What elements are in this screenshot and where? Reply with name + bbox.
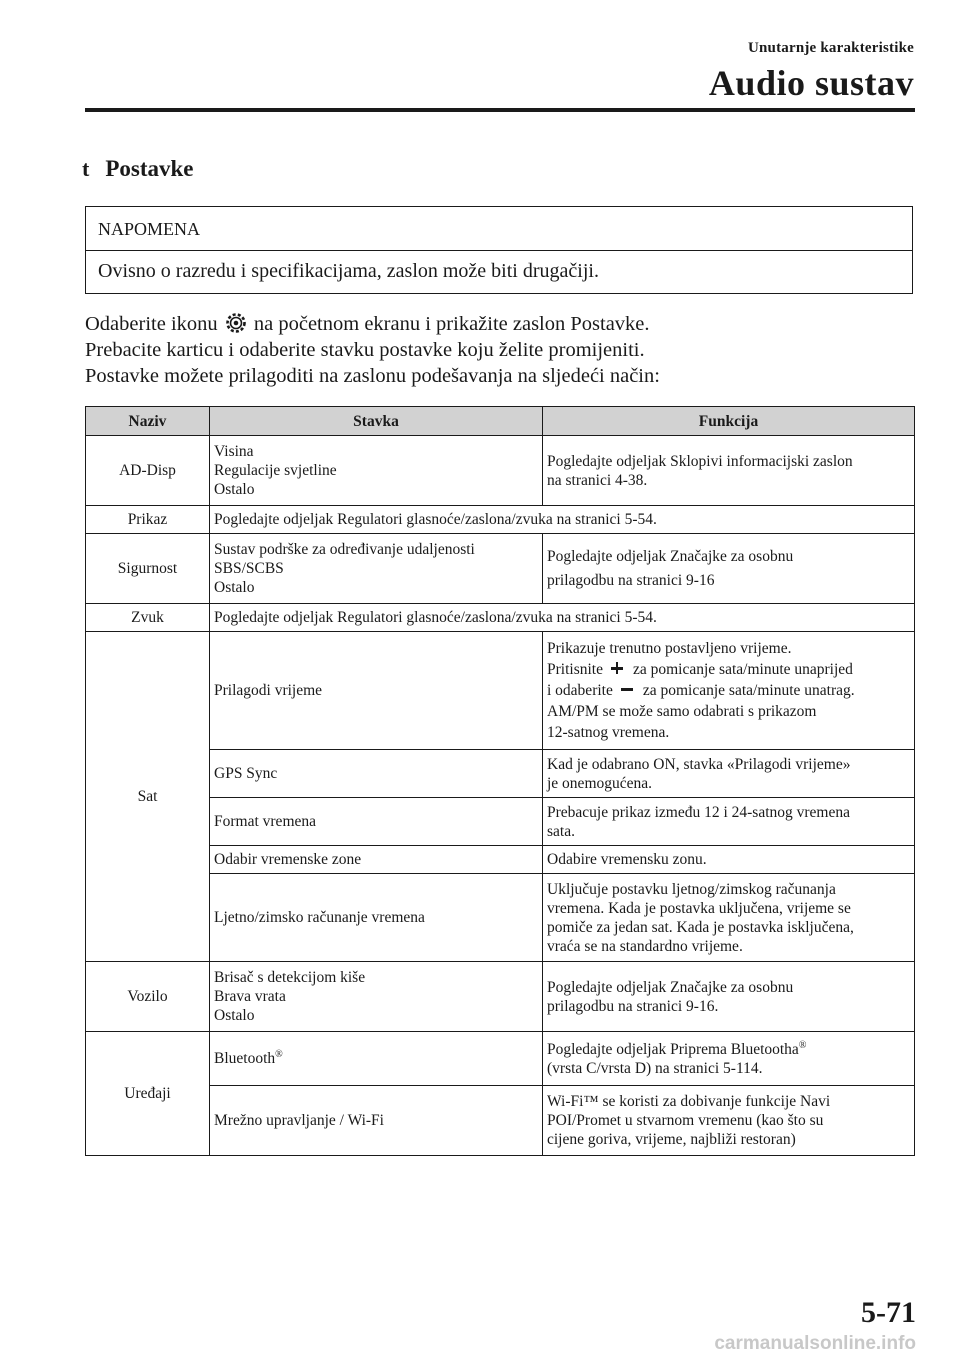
- table-row: [86, 1086, 915, 1156]
- section-title-text: Postavke: [105, 156, 194, 181]
- function-line: Wi-Fi™ se koristi za dobivanje funkcije Navi: [547, 1093, 831, 1110]
- row-item: Prilagodi vrijeme: [210, 632, 543, 750]
- function-text: Pogledajte odjeljak Priprema Bluetootha: [547, 1040, 799, 1058]
- table-row: [86, 534, 915, 604]
- col-header-name: Naziv: [86, 407, 210, 436]
- item-line: SBS/SCBS: [214, 560, 284, 577]
- note-label: NAPOMENA: [86, 207, 912, 251]
- header-rule: [85, 108, 915, 112]
- function-line: cijene goriva, vrijeme, najbliži restoran): [547, 1131, 796, 1148]
- function-line: pomiče za jedan sat. Kada je postavka isključena,: [547, 918, 854, 936]
- intro-line-3: Postavke možete prilagoditi na zaslonu podešavanja na sljedeći način:: [85, 365, 660, 387]
- registered-mark: ®: [798, 1039, 807, 1051]
- function-line: [547, 659, 910, 680]
- table-row: [86, 436, 915, 506]
- row-function: [543, 1032, 915, 1086]
- function-line: je onemogućena.: [547, 774, 653, 792]
- settings-gear-icon: [226, 313, 246, 333]
- function-line: vraća se na standardno vrijeme.: [547, 937, 743, 955]
- function-line: [547, 680, 910, 701]
- row-function: [543, 750, 915, 798]
- item-line: Brisač s detekcijom kiše: [214, 969, 366, 986]
- table-row: [86, 750, 915, 798]
- function-line: 12-satnog vremena.: [547, 724, 670, 741]
- intro-text: [85, 311, 660, 389]
- row-function: [543, 874, 915, 962]
- row-item: [210, 1032, 543, 1086]
- function-line: (vrsta C/vrsta D) na stranici 5-114.: [547, 1059, 763, 1077]
- row-items: [210, 534, 543, 604]
- row-function: [543, 798, 915, 846]
- table-row: [86, 1032, 915, 1086]
- row-name: Uređaji: [86, 1032, 210, 1156]
- row-merged-function: Pogledajte odjeljak Regulatori glasnoće/zaslona/zvuka na stranici 5-54.: [210, 506, 915, 534]
- intro-line-1: [85, 311, 660, 337]
- row-item: Odabir vremenske zone: [210, 846, 543, 874]
- table-row: [86, 632, 915, 750]
- note-box: [85, 206, 913, 294]
- function-line: Prikazuje trenutno postavljeno vrijeme.: [547, 640, 792, 657]
- col-header-function: Funkcija: [543, 407, 915, 436]
- section-title: [82, 156, 194, 182]
- item-line: Brava vrata: [214, 988, 286, 1005]
- watermark: carmanualsonline.info: [714, 1333, 916, 1354]
- intro-line-1a: Odaberite ikonu: [85, 313, 218, 335]
- item-line: Regulacije svjetline: [214, 462, 337, 479]
- row-item: GPS Sync: [210, 750, 543, 798]
- function-line: na stranici 4-38.: [547, 471, 648, 489]
- minus-icon: [621, 683, 633, 695]
- function-line: Pogledajte odjeljak Sklopivi informacijski zaslon: [547, 452, 853, 470]
- registered-mark: ®: [275, 1048, 283, 1060]
- settings-table: [85, 406, 915, 1156]
- function-line: Pogledajte odjeljak Značajke za osobnu: [547, 547, 794, 565]
- intro-line-1b: na početnom ekranu i prikažite zaslon Postavke.: [253, 313, 650, 335]
- function-text: Pritisnite: [547, 661, 603, 678]
- function-line: Prebacuje prikaz između 12 i 24-satnog vremena: [547, 803, 850, 821]
- row-name: Prikaz: [86, 506, 210, 534]
- row-function: [543, 962, 915, 1032]
- chapter-title: Audio sustav: [708, 63, 914, 103]
- function-line: Kad je odabrano ON, stavka «Prilagodi vrijeme»: [547, 755, 851, 773]
- col-header-item: Stavka: [210, 407, 543, 436]
- item-text: Bluetooth: [214, 1050, 276, 1067]
- row-name: Vozilo: [86, 962, 210, 1032]
- bullet-icon: t: [82, 156, 90, 181]
- section-header: Unutarnje karakteristike: [747, 40, 914, 56]
- table-row: [86, 874, 915, 962]
- intro-line-2: Prebacite karticu i odaberite stavku postavke koju želite promijeniti.: [85, 339, 645, 361]
- row-name: Sat: [86, 632, 210, 962]
- note-text: Ovisno o razredu i specifikacijama, zaslon može biti drugačiji.: [98, 260, 599, 282]
- function-line: vremena. Kada je postavka uključena, vrijeme se: [547, 899, 851, 917]
- row-name: Zvuk: [86, 604, 210, 632]
- row-function: [543, 632, 915, 750]
- row-function: [543, 534, 915, 604]
- table-row: [86, 962, 915, 1032]
- function-text: za pomicanje sata/minute unatrag.: [642, 682, 855, 699]
- row-name: AD-Disp: [86, 436, 210, 506]
- row-item: Ljetno/zimsko računanje vremena: [210, 874, 543, 962]
- row-function: Odabire vremensku zonu.: [543, 846, 915, 874]
- page-number: 5-71: [861, 1296, 916, 1329]
- table-header-row: [86, 407, 915, 436]
- function-text: i odaberite: [547, 682, 613, 699]
- row-function: [543, 436, 915, 506]
- table-row: [86, 798, 915, 846]
- row-items: [210, 436, 543, 506]
- row-name: Sigurnost: [86, 534, 210, 604]
- function-line: POI/Promet u stvarnom vremenu (kao što su: [547, 1112, 824, 1129]
- plus-icon: [611, 662, 623, 674]
- row-merged-function: Pogledajte odjeljak Regulatori glasnoće/zaslona/zvuka na stranici 5-54.: [210, 604, 915, 632]
- function-line: Pogledajte odjeljak Značajke za osobnu: [547, 978, 794, 996]
- item-line: Sustav podrške za određivanje udaljenosti: [214, 541, 475, 558]
- row-item: Mrežno upravljanje / Wi-Fi: [210, 1086, 543, 1156]
- table-row: [86, 506, 915, 534]
- item-line: Visina: [214, 443, 254, 460]
- row-item: Format vremena: [210, 798, 543, 846]
- item-line: Ostalo: [214, 1007, 255, 1024]
- row-function: [543, 1086, 915, 1156]
- function-line: prilagodbu na stranici 9-16: [547, 571, 715, 589]
- function-line: [547, 1040, 910, 1059]
- table-row: [86, 604, 915, 632]
- function-line: AM/PM se može samo odabrati s prikazom: [547, 703, 817, 720]
- function-line: sata.: [547, 822, 575, 840]
- function-text: za pomicanje sata/minute unaprijed: [632, 661, 853, 678]
- item-line: Ostalo: [214, 481, 255, 498]
- row-items: [210, 962, 543, 1032]
- item-line: Ostalo: [214, 579, 255, 596]
- function-line: prilagodbu na stranici 9-16.: [547, 997, 719, 1015]
- function-line: Uključuje postavku ljetnog/zimskog računanja: [547, 880, 836, 898]
- table-row: [86, 846, 915, 874]
